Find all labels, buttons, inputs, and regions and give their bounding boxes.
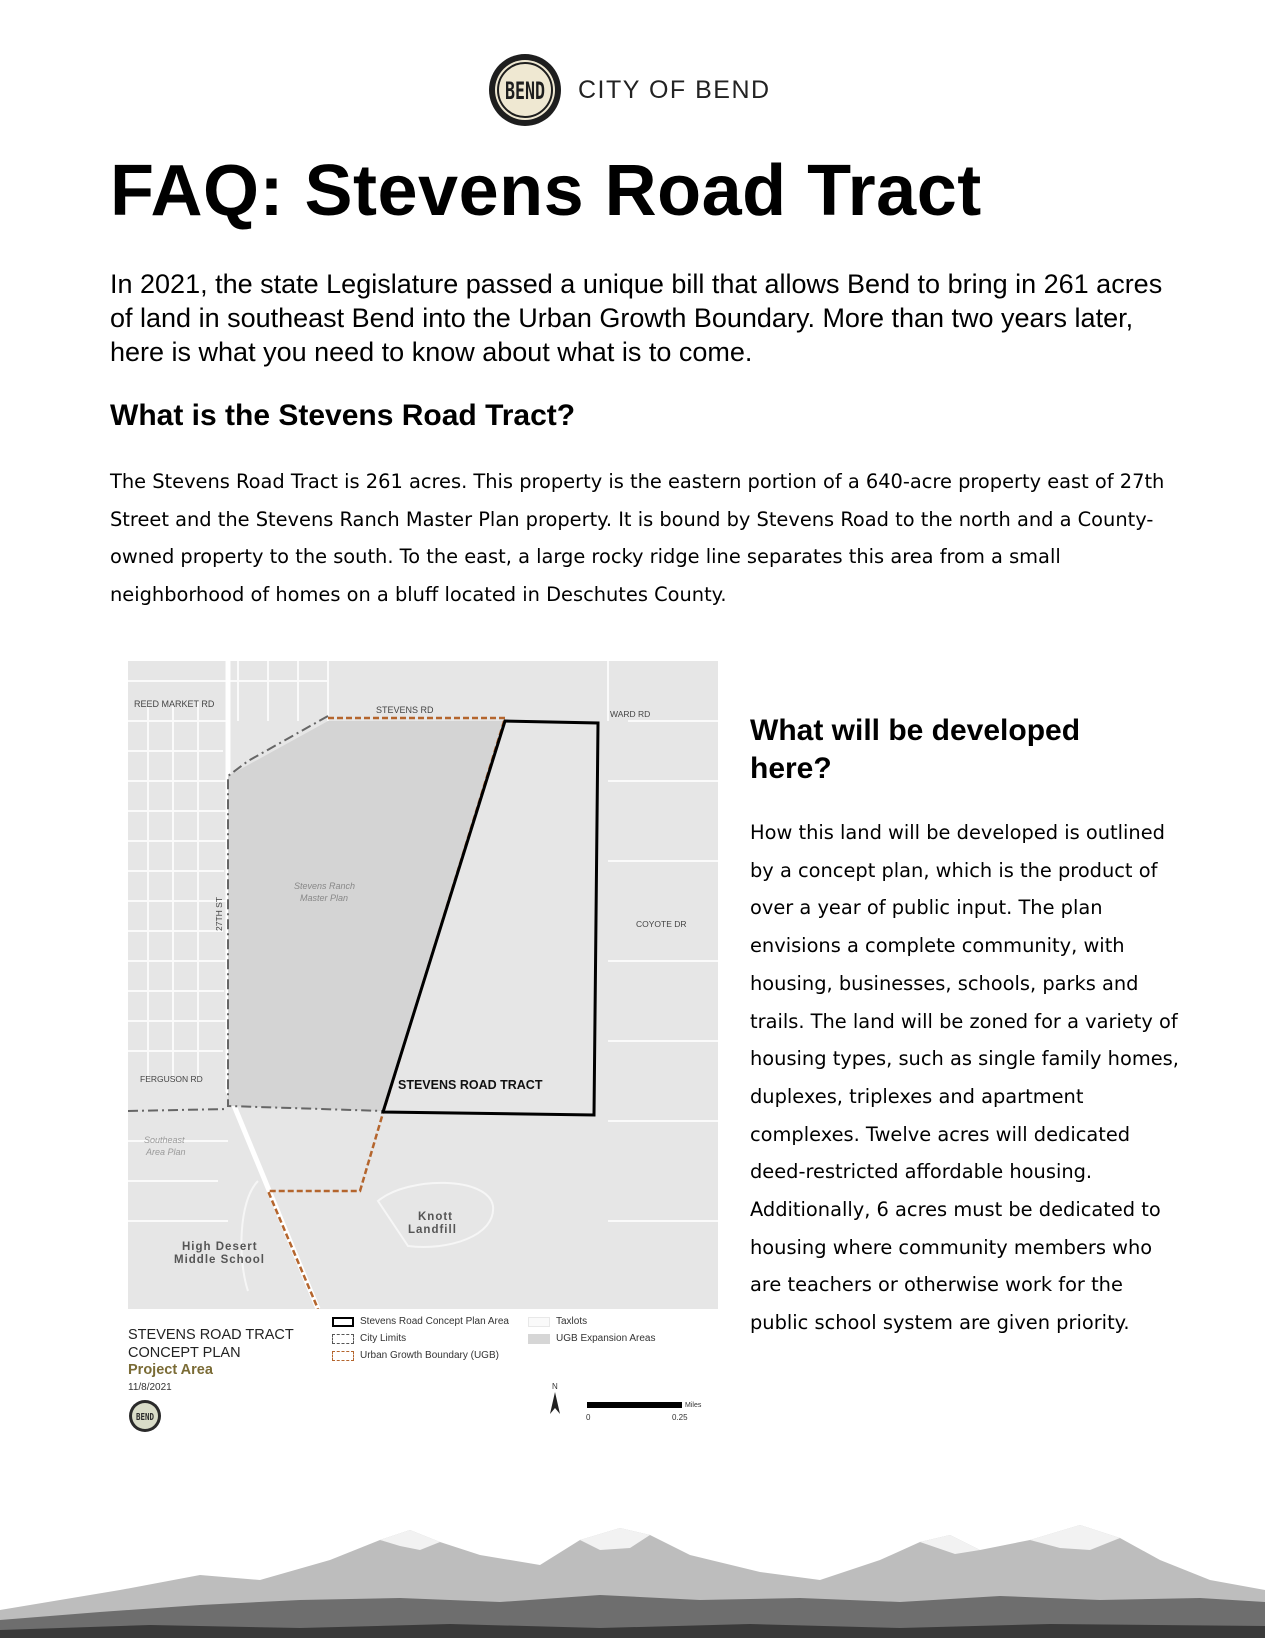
label-reed-market-rd: REED MARKET RD: [134, 699, 215, 709]
label-southeast-line2: Area Plan: [146, 1147, 186, 1157]
label-hdms-line1: High Desert: [182, 1241, 258, 1253]
legend-city-logo: [128, 1399, 162, 1433]
city-seal-logo: [488, 53, 562, 127]
label-stevens-ranch-line2: Master Plan: [300, 893, 349, 903]
scale-value: 0.25: [672, 1413, 688, 1422]
legend-item-label: Urban Growth Boundary (UGB): [360, 1350, 499, 1361]
north-label: N: [552, 1382, 558, 1391]
label-stevens-road-tract: STEVENS ROAD TRACT: [398, 1078, 543, 1092]
legend-item-label: City Limits: [360, 1333, 407, 1344]
legend-title-line2: CONCEPT PLAN: [128, 1345, 241, 1361]
project-area-map: [128, 661, 718, 1309]
north-arrow-icon: [550, 1392, 560, 1414]
legend-item-concept-area: [332, 1316, 509, 1327]
label-stevens-rd: STEVENS RD: [376, 705, 434, 715]
scale-unit: Miles: [685, 1402, 702, 1409]
label-ward-rd: WARD RD: [610, 709, 651, 719]
page-title: FAQ: Stevens Road Tract: [110, 151, 982, 231]
label-ferguson-rd: FERGUSON RD: [140, 1074, 203, 1084]
header: [488, 52, 771, 128]
label-knott-line1: Knott: [418, 1211, 454, 1223]
section1-body: The Stevens Road Tract is 261 acres. This property is the eastern portion of a 640-acre property east of 27th Street and the Stevens Ranch Master Plan property. It is bound by Stevens Road to the north and a County-owned property to the south. To the east, a large rocky ridge line separates this area from a small neighborhood of homes on a bluff located in Deschutes County.: [110, 470, 1165, 606]
label-hdms-line2: Middle School: [174, 1254, 265, 1266]
logo-text: BEND: [505, 77, 545, 105]
section2-heading: What will be developed here?: [750, 714, 1081, 785]
legend-item-label: Stevens Road Concept Plan Area: [360, 1316, 509, 1327]
legend-title-line1: STEVENS ROAD TRACT: [128, 1327, 294, 1343]
legend-item-label: Taxlots: [556, 1316, 588, 1327]
legend-subtitle: Project Area: [128, 1362, 213, 1378]
legend-item-ugb-expansion: [528, 1333, 656, 1344]
scale-bar: [587, 1402, 682, 1408]
organization-name: CITY OF BEND: [578, 75, 771, 104]
label-knott-line2: Landfill: [408, 1224, 457, 1236]
label-27th-st: 27TH ST: [214, 896, 224, 931]
legend-item-taxlots: [528, 1316, 587, 1327]
label-coyote-dr: COYOTE DR: [636, 919, 687, 929]
section2-body: How this land will be developed is outlined by a concept plan, which is the product of over a year of public input. The plan envisions a complete community, with housing, businesses, schools, parks and trails. The land will be zoned for a variety of housing types, such as single family homes, duplexes, triplexes and apartment complexes. Twelve acres will dedicated deed-restricted affordable housing. Additionally, 6 acres must be dedicated to housing where community members who are teachers or otherwise work for the public school system are given priority.: [750, 821, 1179, 1335]
scale-zero: 0: [586, 1413, 591, 1422]
intro-paragraph: In 2021, the state Legislature passed a unique bill that allows Bend to bring in 261 acres of land in southeast Bend into the Urban Growth Boundary. More than two years later, here is what you need to know about what is to come.: [110, 269, 1163, 367]
north-arrow-and-scale: [548, 1380, 718, 1430]
label-stevens-ranch-line1: Stevens Ranch: [294, 881, 356, 891]
legend-item-city-limits: [332, 1333, 406, 1344]
label-southeast-line1: Southeast: [144, 1135, 185, 1145]
legend-date: 11/8/2021: [128, 1382, 172, 1393]
legend-item-label: UGB Expansion Areas: [556, 1333, 656, 1344]
map-legend: [128, 1316, 718, 1440]
legend-item-ugb: [332, 1350, 499, 1361]
section1-heading: What is the Stevens Road Tract?: [110, 399, 576, 432]
legend-logo-text: BEND: [136, 1412, 154, 1423]
legend-title: [128, 1326, 294, 1362]
mountain-range-illustration: [0, 1520, 1265, 1638]
